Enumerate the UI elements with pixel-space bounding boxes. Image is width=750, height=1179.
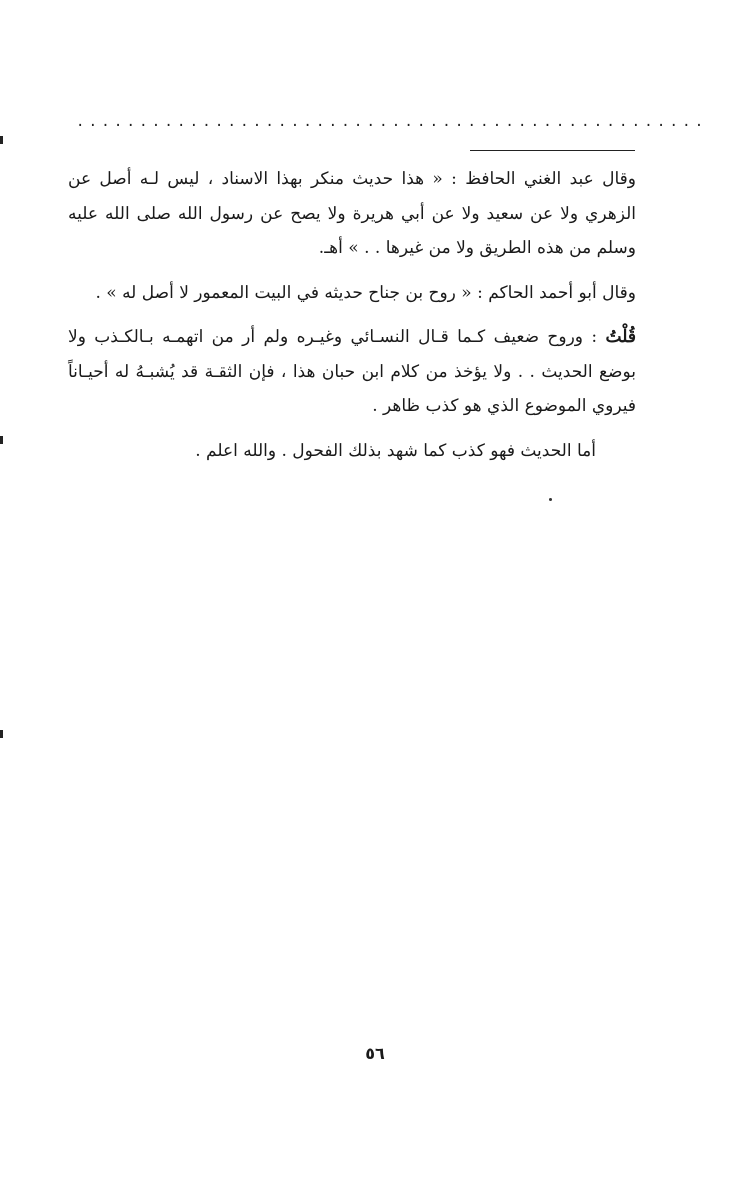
page-number: ٥٦ (365, 1044, 385, 1063)
paragraph-text: وقال عبد الغني الحافظ : « هذا حديث منكر بهذا الاسناد ، ليس لـه أصل عن الزهري ولا عن سعيد ولا عن أبي هريرة ولا يصح عن رسول الله صلى الله عليه وسلم من هذه الطريق ولا من غيرها . . » أهـ. (68, 169, 636, 258)
main-text-block (68, 162, 636, 478)
scan-speck (549, 498, 552, 501)
paragraph-text: : وروح ضعيف كـما قـال النسـائي وغيـره ولم أر من اتهمـه بـالكـذب ولا بوضع الحديث . . ولا يؤخذ من كلام ابن حبان هذا ، فإن الثقـة قد يُشبـهُ له أحيـاناً فيروي الموضوع الذي هو كذب ظاهر . (68, 327, 636, 416)
paragraph-text: وقال أبو أحمد الحاكم : « روح بن جناح حديثه في البيت المعمور لا أصل له » . (95, 282, 636, 303)
footnote-rule (470, 150, 635, 151)
scan-edge-mark (0, 730, 3, 738)
scan-edge-mark (0, 136, 3, 144)
scan-edge-mark (0, 436, 3, 444)
paragraph-abu-ahmad (68, 276, 636, 311)
dotted-separator: .................................................. (76, 114, 708, 130)
paragraph-conclusion (68, 434, 636, 469)
paragraph-abd-al-ghani (68, 162, 636, 266)
qult-lead-word: قُلْتُ (605, 327, 636, 347)
paragraph-qult (68, 320, 636, 424)
paragraph-text: أما الحديث فهو كذب كما شهد بذلك الفحول . والله اعلم . (195, 440, 596, 461)
